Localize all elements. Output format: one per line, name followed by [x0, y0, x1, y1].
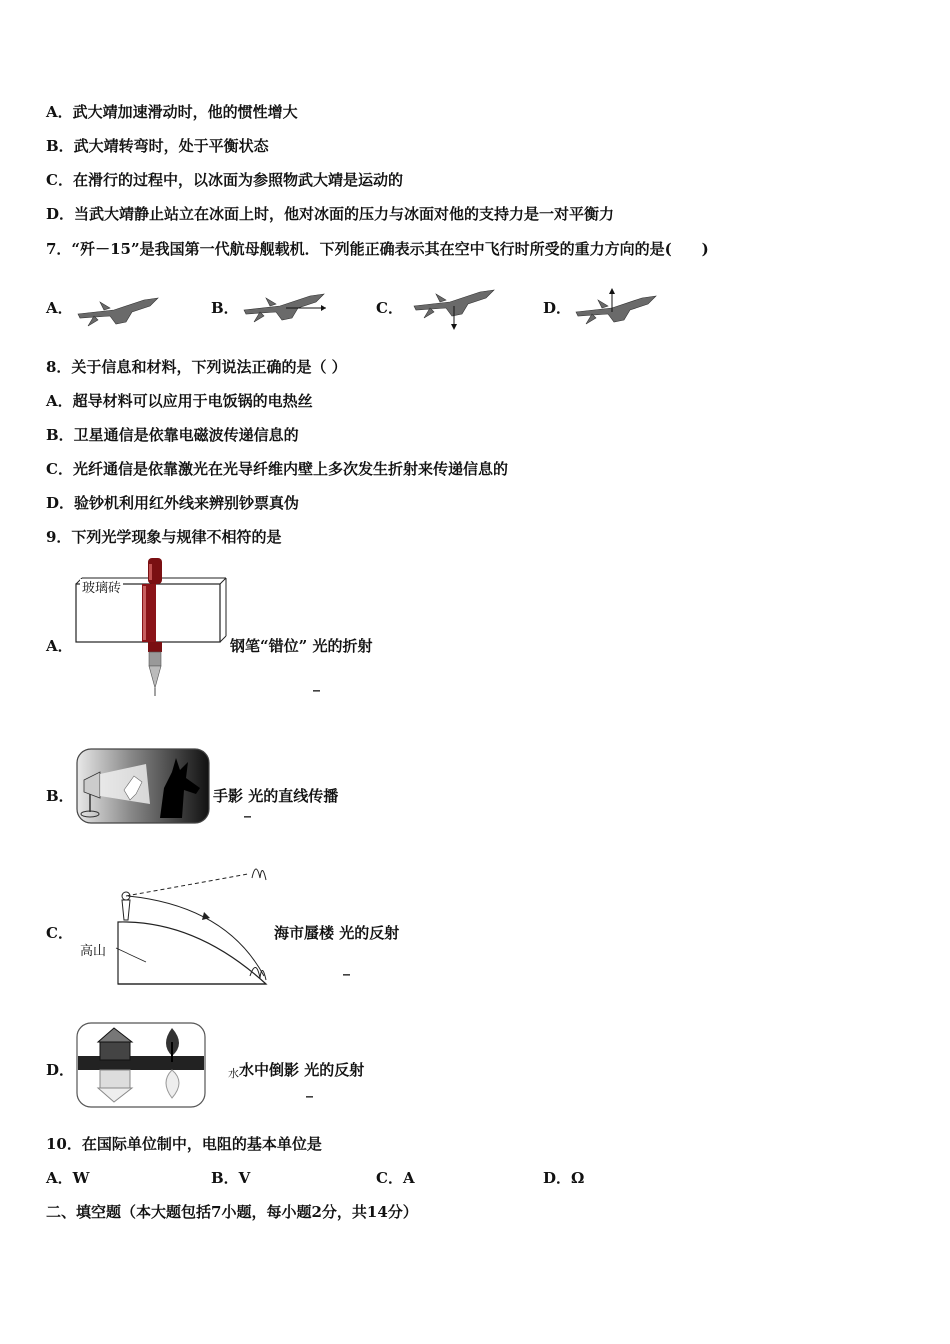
- q9-text-b: 手影 光的直线传播: [213, 787, 339, 805]
- q8-option-d: D．验钞机利用红外线来辨别钞票真伪: [46, 494, 300, 512]
- q7-figure-b: [240, 284, 330, 328]
- q7-stem: 7．“歼－15”是我国第一代航母舰载机．下列能正确表示其在空中飞行时所受的重力方向的是( ): [46, 240, 709, 258]
- q9-dash-b: _: [244, 802, 251, 818]
- q6-option-c: C．在滑行的过程中，以冰面为参照物武大靖是运动的: [46, 171, 403, 189]
- q9-label-d: D．: [46, 1061, 75, 1079]
- q7-figure-a: [74, 292, 164, 332]
- q8-stem: 8．关于信息和材料，下列说法正确的是（ ）: [46, 358, 347, 376]
- q9-figure-a-label: 玻璃砖: [80, 579, 123, 599]
- q9-dash-d: _: [306, 1082, 313, 1098]
- q6-option-b: B．武大靖转弯时，处于平衡状态: [46, 137, 269, 155]
- q7-label-d: D．: [543, 299, 572, 317]
- q10-option-b: B．V: [211, 1169, 251, 1187]
- section2-title: 二、填空题（本大题包括7小题，每小题2分，共14分）: [46, 1203, 418, 1221]
- q10-option-d: D．Ω: [543, 1169, 585, 1187]
- q9-stem: 9．下列光学现象与规律不相符的是: [46, 528, 282, 546]
- q6-option-d: D．当武大靖静止站立在冰面上时，他对冰面的压力与冰面对他的支持力是一对平衡力: [46, 205, 615, 223]
- q7-label-c: C．: [376, 299, 403, 317]
- q9-figure-d: [76, 1022, 208, 1110]
- q7-label-b: B．: [211, 299, 239, 317]
- q9-text-d: 水中倒影 光的反射: [239, 1061, 365, 1079]
- q9-dash-a: _: [313, 676, 320, 692]
- q9-label-c: C．: [46, 924, 73, 942]
- q8-option-b: B．卫星通信是依靠电磁波传递信息的: [46, 426, 299, 444]
- q7-figure-d: [572, 286, 662, 332]
- q7-figure-c: [410, 284, 500, 332]
- q9-figure-c: [76, 858, 276, 990]
- q9-figure-d-label: 水: [228, 1067, 239, 1080]
- q9-figure-a: [74, 556, 230, 702]
- q9-label-b: B．: [46, 787, 74, 805]
- q10-stem: 10．在国际单位制中，电阻的基本单位是: [46, 1135, 322, 1153]
- q9-text-a: 钢笔“错位” 光的折射: [230, 637, 373, 655]
- q9-figure-b: [76, 748, 212, 826]
- q8-option-a: A．超导材料可以应用于电饭锅的电热丝: [46, 392, 313, 410]
- q8-option-c: C．光纤通信是依靠激光在光导纤维内壁上多次发生折射来传递信息的: [46, 460, 508, 478]
- q6-option-a: A．武大靖加速滑动时，他的惯性增大: [46, 103, 298, 121]
- q10-option-c: C．A: [376, 1169, 415, 1187]
- q7-label-a: A．: [46, 299, 73, 317]
- q9-text-c: 海市蜃楼 光的反射: [274, 924, 400, 942]
- q10-option-a: A．W: [46, 1169, 90, 1187]
- q9-figure-c-label: 高山: [80, 944, 107, 959]
- q9-dash-c: _: [343, 960, 350, 976]
- q9-label-a: A．: [46, 637, 73, 655]
